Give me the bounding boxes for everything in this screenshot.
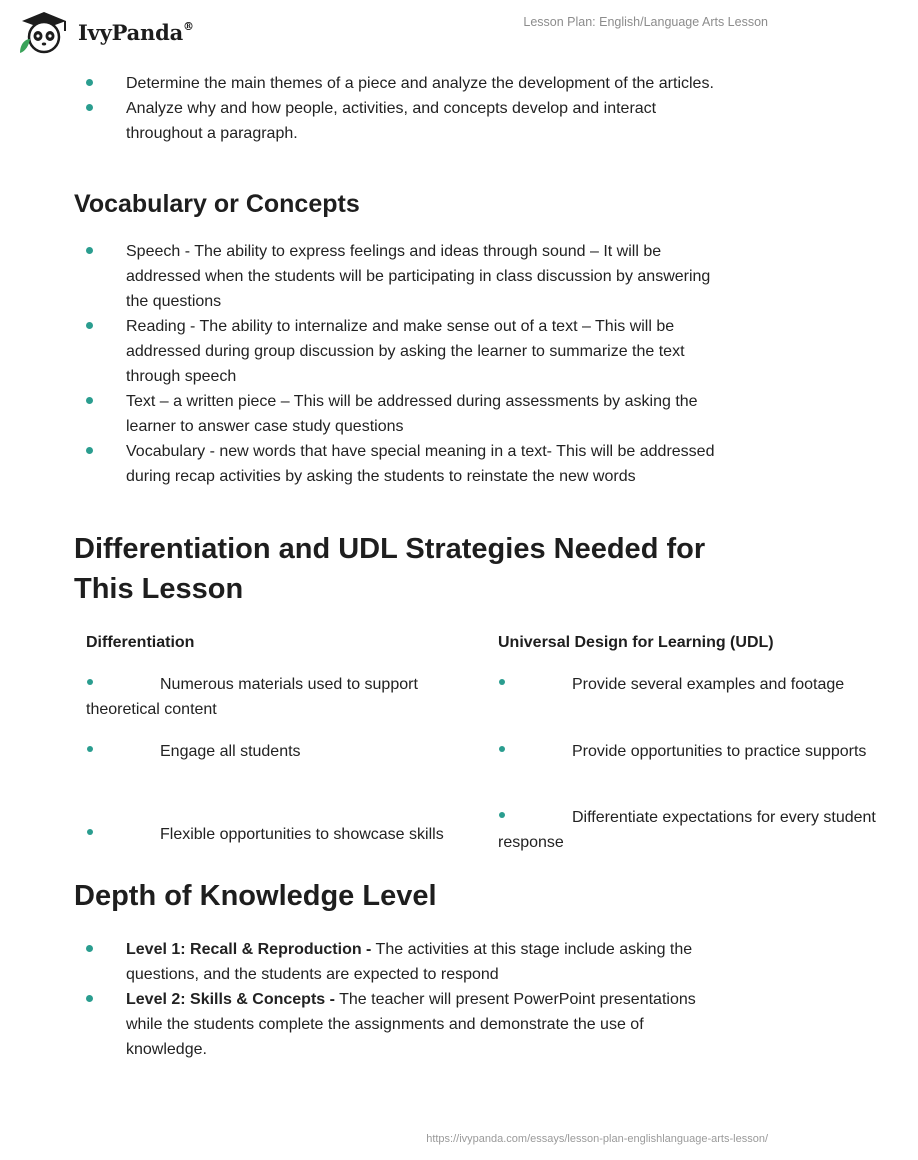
list-item-text: Numerous materials used to support theoretical content	[86, 676, 418, 718]
source-url[interactable]: https://ivypanda.com/essays/lesson-plan-englishlanguage-arts-lesson/	[426, 1133, 768, 1145]
list-item-text: Differentiate expectations for every student response	[498, 809, 876, 851]
vocabulary-heading: Vocabulary or Concepts	[74, 190, 360, 218]
list-item-text: The teacher will present PowerPoint presentations while the students complete the assignments and demonstrate the use of knowledge.	[126, 991, 696, 1058]
document-title: Lesson Plan: English/Language Arts Lesson	[523, 15, 768, 29]
objectives-list	[0, 71, 720, 146]
bullet-icon	[86, 247, 93, 254]
bullet-icon	[86, 397, 93, 404]
list-item	[86, 822, 466, 847]
list-item	[0, 937, 720, 987]
list-item	[498, 672, 918, 697]
bullet-icon	[86, 447, 93, 454]
list-item-text: The activities at this stage include asking the questions, and the students are expected to respond	[126, 941, 693, 983]
bullet-icon	[86, 104, 93, 111]
list-item	[0, 389, 720, 439]
dok-list	[0, 937, 720, 1062]
list-item	[0, 239, 720, 314]
dok-heading: Depth of Knowledge Level	[74, 880, 437, 912]
vocabulary-list	[0, 239, 720, 489]
bullet-icon	[499, 812, 505, 818]
bullet-icon	[499, 746, 505, 752]
list-item-text: Analyze why and how people, activities, and concepts develop and interact throughout a paragraph.	[126, 100, 657, 142]
list-item	[498, 805, 918, 855]
list-item-bold: Level 1: Recall & Reproduction -	[126, 941, 372, 958]
list-item	[0, 439, 720, 489]
list-item	[498, 739, 918, 764]
bullet-icon	[86, 945, 93, 952]
bullet-icon	[86, 79, 93, 86]
udl-column	[498, 632, 876, 862]
logo-text: IvyPanda	[78, 19, 184, 45]
bullet-icon	[499, 679, 505, 685]
list-item-text: Provide opportunities to practice supports	[572, 743, 867, 760]
bullet-icon	[87, 679, 93, 685]
panda-logo-icon	[14, 9, 74, 55]
list-item-text: Determine the main themes of a piece and analyze the development of the articles.	[126, 75, 714, 92]
differentiation-header: Differentiation	[86, 634, 195, 651]
list-item	[0, 987, 720, 1062]
strategies-heading-line-1: Differentiation and UDL Strategies Needed for	[74, 533, 706, 565]
list-item	[86, 739, 466, 764]
ivypanda-logo[interactable]	[14, 9, 194, 55]
list-item-text: Text – a written piece – This will be addressed during assessments by asking the learner to answer case study questions	[126, 393, 698, 435]
list-item	[86, 672, 466, 722]
list-item-text: Provide several examples and footage	[572, 676, 845, 693]
bullet-icon	[86, 995, 93, 1002]
list-item-text: Speech - The ability to express feelings and ideas through sound – It will be addressed when the students will be participating in class discussion by answering the questions	[126, 243, 711, 310]
list-item	[0, 96, 720, 146]
udl-header: Universal Design for Learning (UDL)	[498, 634, 774, 651]
bullet-icon	[87, 829, 93, 835]
bullet-icon	[86, 322, 93, 329]
list-item-text: Flexible opportunities to showcase skills	[160, 826, 444, 843]
strategies-heading-line-2: This Lesson	[74, 573, 244, 605]
registered-mark: ®	[183, 19, 194, 33]
list-item-text: Engage all students	[160, 743, 301, 760]
list-item	[0, 314, 720, 389]
list-item-text: Reading - The ability to internalize and make sense out of a text – This will be addressed during group discussion by asking the learner to summarize the text through speech	[126, 318, 685, 385]
list-item-bold: Level 2: Skills & Concepts -	[126, 991, 335, 1008]
differentiation-column	[86, 632, 466, 843]
list-item-text: Vocabulary - new words that have special meaning in a text- This will be addressed during recap activities by asking the students to reinstate the new words	[126, 443, 715, 485]
bullet-icon	[87, 746, 93, 752]
list-item	[0, 71, 720, 96]
